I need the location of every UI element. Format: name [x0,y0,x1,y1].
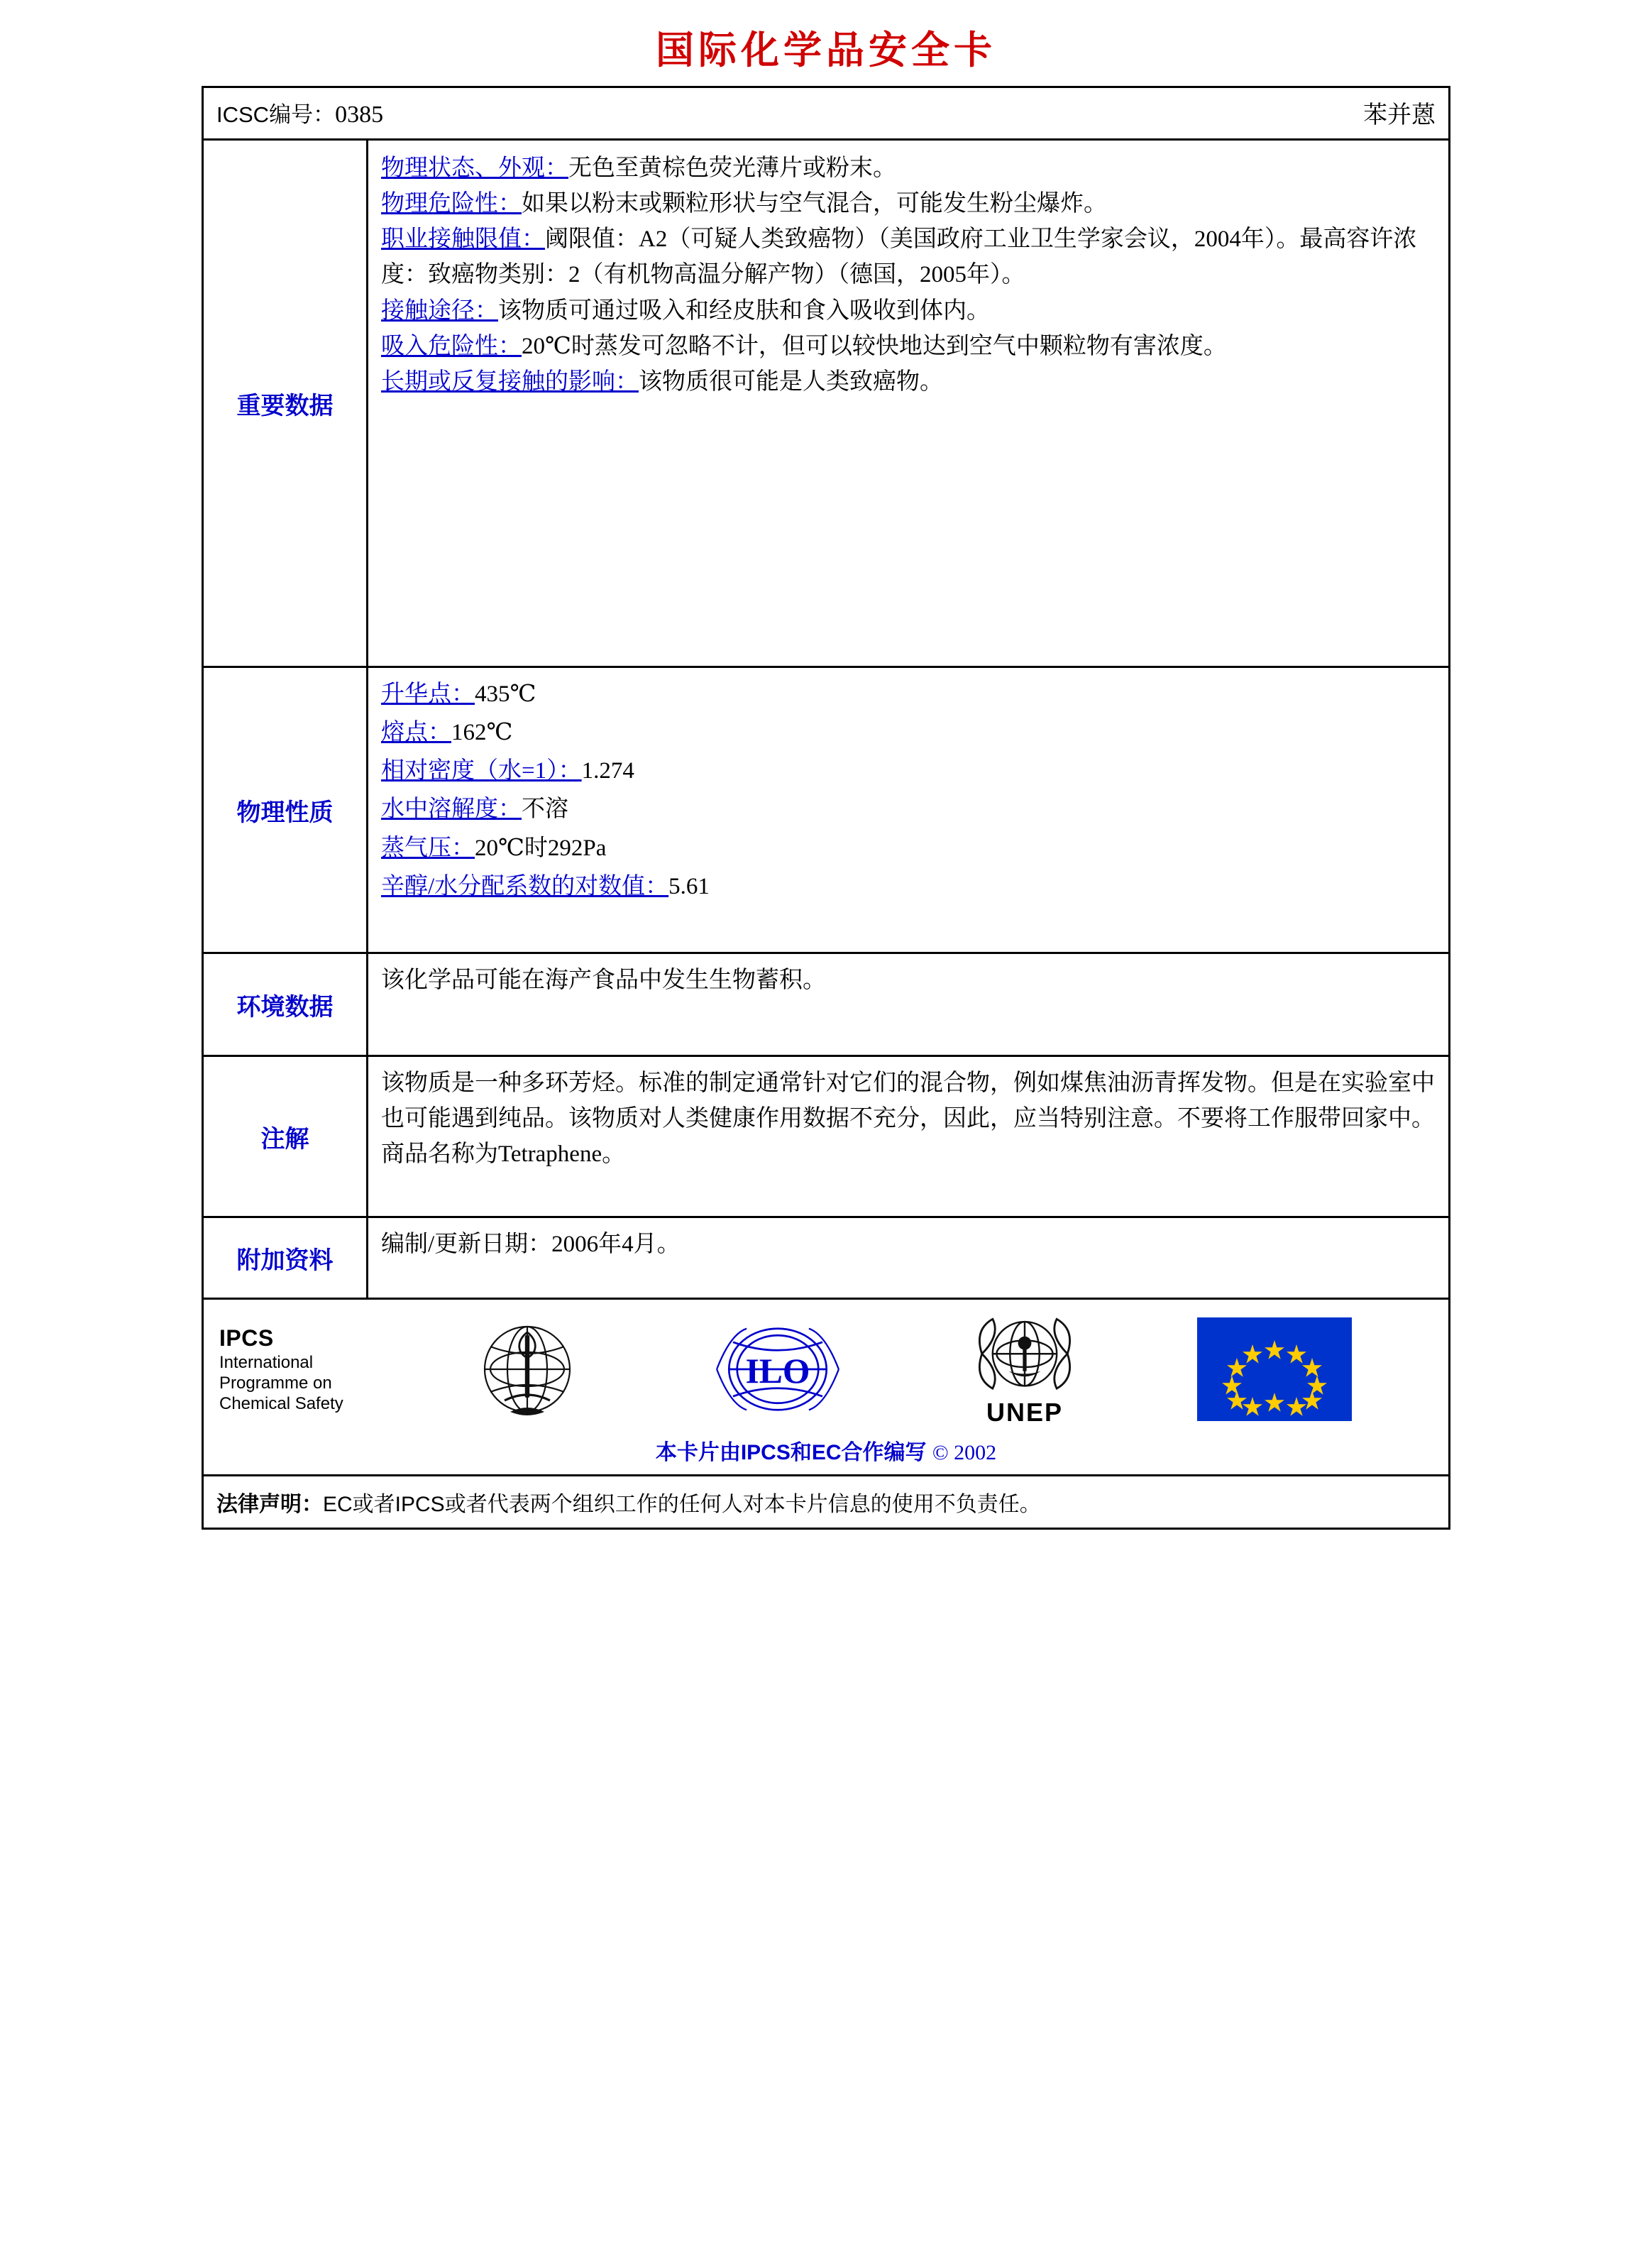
ipcs-abbreviation: IPCS [219,1325,274,1351]
page-title: 国际化学品安全卡 [656,27,996,72]
legal-label: 法律声明： [216,1493,323,1516]
legal-notice [204,1476,1054,1528]
data-item [381,186,1436,221]
property-value: 1.274 [581,758,634,784]
ilo-logo-icon [703,1312,852,1426]
ipcs-block [219,1325,404,1415]
section-content-physical-properties [368,668,1448,952]
section-notes [204,1057,1448,1218]
section-content-additional-info: 编制/更新日期：2006年4月。 [381,1232,681,1257]
property-value: 5.61 [668,873,710,899]
section-content-important-data [368,141,1448,666]
section-label-environmental-data: 环境数据 [204,954,368,1055]
data-item [381,364,1436,400]
data-item [381,293,1436,329]
icsc-number-block [216,97,383,128]
property-item [381,830,1436,866]
ipcs-line-3: Chemical Safety [219,1394,343,1414]
property-item [381,715,1436,750]
section-content-notes: 该物质是一种多环芳烃。标准的制定通常针对它们的混合物，例如煤焦油沥青挥发物。但是在实验室中也可能遇到纯品。该物质对人类健康作用数据不充分，因此，应当特别注意。不要将工作服带回家中。商品名称为Tetraphene。 [381,1070,1435,1168]
property-item [381,753,1436,789]
who-logo-icon [456,1312,598,1426]
data-item-text: 无色至黄棕色荧光薄片或粉末。 [568,155,896,181]
section-important-data [204,141,1448,668]
data-item-label: 接触途径： [381,297,498,324]
section-environmental-data [204,954,1448,1057]
property-item [381,869,1436,904]
section-physical-properties [204,668,1448,954]
card-header [204,88,1448,138]
data-item-label: 职业接触限值： [381,226,545,253]
organisation-logos [404,1311,1433,1427]
property-label: 相对密度（水=1）： [381,758,582,784]
section-additional-info [204,1218,1448,1300]
data-item [381,150,1436,186]
property-label: 升华点： [381,681,475,707]
card-header-row [204,88,1448,141]
data-item-label: 物理状态、外观： [381,155,568,181]
data-item-text: 20℃时蒸发可忽略不计，但可以较快地达到空气中颗粒物有害浓度。 [522,333,1227,359]
property-value: 435℃ [475,681,536,707]
data-item-text: 如果以粉末或颗粒形状与空气混合，可能发生粉尘爆炸。 [522,191,1107,217]
data-item-text: 该物质很可能是人类致癌物。 [639,368,943,395]
data-item [381,221,1436,292]
property-item [381,791,1436,827]
credit-text: 本卡片由IPCS和EC合作编写 [655,1441,927,1464]
logo-band [204,1300,1448,1432]
section-label-important-data: 重要数据 [204,141,368,666]
section-content-environmental-data: 该化学品可能在海产食品中发生生物蓄积。 [381,967,826,993]
ipcs-line-1: International [219,1352,314,1372]
data-item-label: 长期或反复接触的影响： [381,368,639,395]
eu-flag-icon [1197,1317,1352,1421]
data-item-text: 阈限值：A2（可疑人类致癌物）（美国政府工业卫生学家会议，2004年）。最高容许浓度：致癌物类别：2（有机物高温分解产物）（德国，2005年）。 [381,226,1417,288]
footer-logo-row [204,1300,1448,1476]
section-label-additional-info: 附加资料 [204,1218,368,1298]
property-item [381,676,1436,712]
legal-text: EC或者IPCS或者代表两个组织工作的任何人对本卡片信息的使用不负责任。 [323,1493,1041,1516]
property-value: 162℃ [451,720,513,746]
substance-name: 苯并蒽 [1363,102,1436,128]
data-item-label: 吸入危险性： [381,333,522,359]
property-label: 熔点： [381,720,451,746]
icsc-label: ICSC编号： [216,102,336,127]
unep-label: UNEP [986,1398,1064,1427]
property-label: 辛醇/水分配系数的对数值： [381,873,669,899]
svg-text:ILO: ILO [745,1351,810,1391]
legal-row [204,1476,1448,1528]
safety-card [202,86,1450,1530]
data-item-label: 物理危险性： [381,191,522,217]
icsc-number: 0385 [335,102,384,128]
data-item [381,329,1436,364]
ipcs-line-2: Programme on [219,1373,332,1393]
property-value: 不溶 [522,796,568,823]
section-label-physical-properties: 物理性质 [204,668,368,952]
unep-logo-icon [957,1311,1092,1427]
credit-line [204,1432,1448,1474]
copyright-text: © 2002 [932,1441,997,1464]
property-label: 蒸气压： [381,835,475,861]
section-label-notes: 注解 [204,1057,368,1216]
property-label: 水中溶解度： [381,796,522,823]
data-item-text: 该物质可通过吸入和经皮肤和食入吸收到体内。 [498,297,990,324]
property-value: 20℃时292Pa [475,835,607,861]
